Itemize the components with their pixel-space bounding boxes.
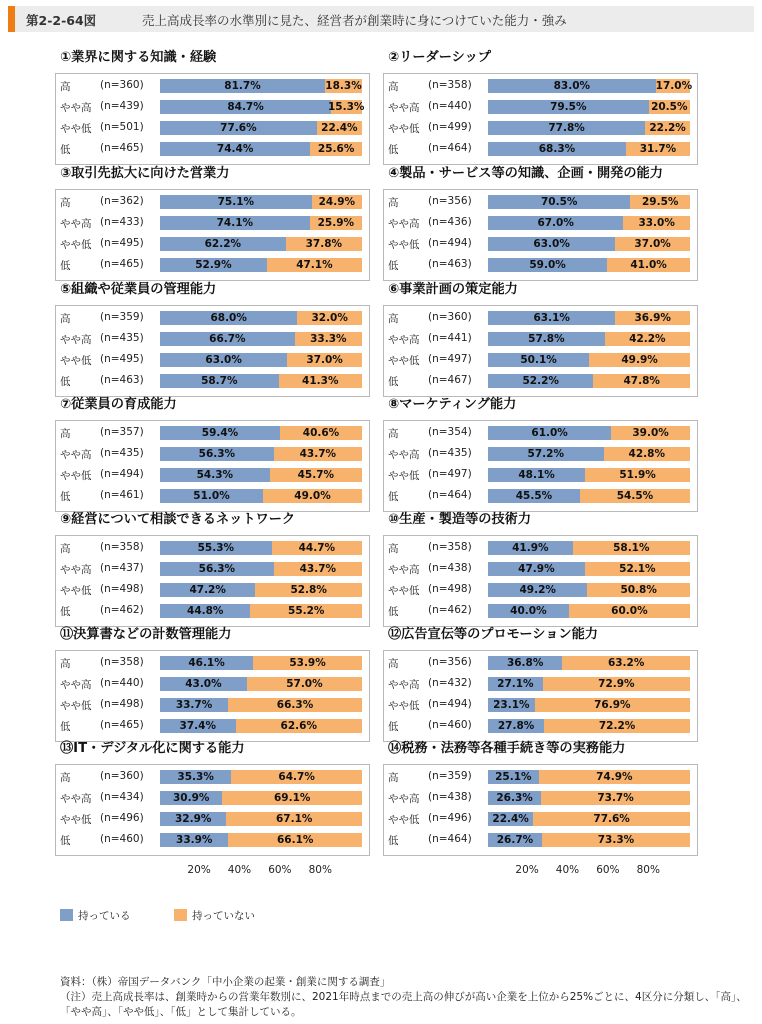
data-label: 47.1% (296, 259, 333, 271)
data-label: 72.9% (598, 678, 635, 690)
data-label: 68.3% (538, 143, 576, 155)
sample-size-label: (n=461) (100, 489, 144, 501)
sample-size-label: (n=499) (428, 121, 472, 133)
data-label: 49.9% (621, 354, 658, 366)
sample-size-label: (n=465) (100, 719, 144, 731)
data-label: 47.9% (518, 563, 555, 575)
figure-header (8, 6, 754, 32)
row-label: 高 (60, 658, 71, 670)
data-label: 69.1% (273, 792, 311, 804)
chart-title: ⑫広告宣伝等のプロモーション能力 (388, 627, 598, 642)
data-label: 59.4% (201, 427, 239, 439)
data-label: 77.6% (593, 813, 630, 825)
row-label: やや高 (60, 449, 92, 461)
sample-size-label: (n=356) (428, 656, 472, 668)
sample-size-label: (n=360) (100, 770, 144, 782)
data-label: 37.8% (305, 238, 343, 250)
sample-size-label: (n=357) (100, 426, 144, 438)
data-label: 25.1% (495, 771, 532, 783)
row-label: 高 (60, 197, 71, 209)
row-label: 低 (388, 491, 399, 503)
chart-title: ⑥事業計画の策定能力 (388, 282, 518, 297)
data-label: 22.2% (649, 122, 686, 134)
row-label: 高 (388, 658, 399, 670)
row-label: やや高 (60, 102, 92, 114)
data-label: 40.6% (302, 427, 340, 439)
data-label: 35.3% (177, 771, 214, 783)
sample-size-label: (n=433) (100, 216, 144, 228)
sample-size-label: (n=494) (100, 468, 144, 480)
chart-title: ⑬IT・デジタル化に関する能力 (60, 741, 245, 756)
sample-size-label: (n=435) (100, 332, 144, 344)
data-label: 22.4% (321, 122, 358, 134)
sample-size-label: (n=440) (100, 677, 144, 689)
data-label: 54.3% (196, 469, 234, 481)
data-label: 83.0% (553, 80, 591, 92)
data-label: 58.7% (201, 375, 238, 387)
row-label: 高 (388, 313, 399, 325)
data-label: 56.3% (198, 448, 236, 460)
chart-title: ⑭税務・法務等各種手続き等の実務能力 (388, 741, 626, 756)
sample-size-label: (n=440) (428, 100, 472, 112)
row-label: やや高 (60, 793, 92, 805)
row-label: 低 (388, 144, 399, 156)
chart-title: ②リーダーシップ (388, 50, 491, 65)
data-label: 74.9% (596, 771, 633, 783)
data-label: 62.2% (204, 238, 242, 250)
sample-size-label: (n=438) (428, 562, 472, 574)
data-label: 27.8% (497, 720, 535, 732)
data-label: 45.7% (297, 469, 335, 481)
sample-size-label: (n=441) (428, 332, 472, 344)
data-label: 33.3% (310, 333, 347, 345)
sample-size-label: (n=467) (428, 374, 472, 386)
data-label: 56.3% (198, 563, 236, 575)
sample-size-label: (n=436) (428, 216, 472, 228)
chart-panel (60, 278, 375, 390)
data-label: 49.0% (294, 490, 331, 502)
sample-size-label: (n=498) (428, 583, 472, 595)
data-label: 37.0% (306, 354, 343, 366)
data-label: 60.0% (611, 605, 648, 617)
chart-title: ⑨経営について相談できるネットワーク (60, 512, 296, 527)
sample-size-label: (n=463) (428, 258, 472, 270)
data-label: 30.9% (172, 792, 210, 804)
row-label: 低 (60, 376, 71, 388)
chart-panel (388, 162, 703, 274)
data-label: 61.0% (531, 427, 568, 439)
data-label: 47.8% (623, 375, 660, 387)
data-label: 43.0% (185, 678, 222, 690)
data-label: 66.7% (209, 333, 246, 345)
row-label: 高 (388, 197, 399, 209)
row-label: やや高 (388, 564, 420, 576)
data-label: 74.4% (216, 143, 254, 155)
data-label: 41.3% (302, 375, 339, 387)
data-label: 63.1% (533, 312, 570, 324)
data-label: 20.5% (651, 101, 688, 113)
row-label: やや低 (388, 814, 420, 826)
data-label: 73.7% (597, 792, 634, 804)
row-label: やや高 (388, 793, 420, 805)
row-label: 高 (388, 428, 399, 440)
data-label: 77.6% (220, 122, 257, 134)
legend-swatch-have (60, 909, 73, 921)
sample-size-label: (n=358) (100, 541, 144, 553)
data-label: 64.7% (278, 771, 315, 783)
data-label: 50.1% (520, 354, 557, 366)
row-label: 高 (60, 428, 71, 440)
data-label: 73.3% (597, 834, 635, 846)
sample-size-label: (n=498) (100, 583, 144, 595)
row-label: やや低 (388, 239, 420, 251)
data-label: 54.5% (616, 490, 654, 502)
legend-label-not: 持っていない (192, 910, 255, 922)
source-notes (60, 975, 750, 1020)
data-label: 67.1% (276, 813, 313, 825)
sample-size-label: (n=358) (428, 541, 472, 553)
sample-size-label: (n=435) (100, 447, 144, 459)
data-label: 84.7% (227, 101, 264, 113)
data-label: 32.0% (311, 312, 348, 324)
sample-size-label: (n=465) (100, 142, 144, 154)
data-label: 63.2% (607, 657, 645, 669)
sample-size-label: (n=495) (100, 353, 144, 365)
row-label: やや低 (60, 123, 92, 135)
chart-panel (388, 508, 703, 620)
data-label: 72.2% (598, 720, 636, 732)
data-label: 75.1% (217, 196, 255, 208)
data-label: 57.0% (286, 678, 323, 690)
row-label: やや低 (388, 355, 420, 367)
chart-panel (388, 393, 703, 505)
source-text: 資料：（株）帝国データバンク「中小企業の起業・創業に関する調査」 (60, 976, 391, 988)
data-label: 68.0% (210, 312, 247, 324)
data-label: 66.1% (277, 834, 314, 846)
legend-label-have: 持っている (78, 910, 131, 922)
data-label: 39.0% (632, 427, 669, 439)
sample-size-label: (n=497) (428, 468, 472, 480)
chart-title: ①業界に関する知識・経験 (60, 50, 217, 65)
sample-size-label: (n=360) (428, 311, 472, 323)
data-label: 70.5% (540, 196, 578, 208)
sample-size-label: (n=354) (428, 426, 472, 438)
data-label: 47.2% (189, 584, 226, 596)
data-label: 66.3% (276, 699, 314, 711)
data-label: 37.0% (634, 238, 671, 250)
row-label: 低 (60, 835, 71, 847)
x-tick-label: 40% (555, 864, 580, 876)
row-label: やや低 (388, 123, 420, 135)
data-label: 33.7% (175, 699, 213, 711)
data-label: 57.2% (527, 448, 564, 460)
chart-panel (60, 508, 375, 620)
chart-panel (60, 46, 375, 158)
row-label: 低 (60, 606, 71, 618)
x-tick-label: 80% (308, 864, 332, 876)
sample-size-label: (n=465) (100, 258, 144, 270)
data-label: 36.9% (634, 312, 671, 324)
x-tick-label: 40% (227, 864, 252, 876)
header-accent-bar (8, 6, 15, 32)
data-label: 25.6% (317, 143, 355, 155)
sample-size-label: (n=501) (100, 121, 144, 133)
data-label: 25.9% (317, 217, 355, 229)
data-label: 79.5% (550, 101, 587, 113)
data-label: 63.0% (533, 238, 570, 250)
row-label: やや高 (60, 334, 92, 346)
sample-size-label: (n=496) (428, 812, 472, 824)
sample-size-label: (n=362) (100, 195, 144, 207)
data-label: 32.9% (175, 813, 212, 825)
data-label: 45.5% (515, 490, 553, 502)
data-label: 24.9% (318, 196, 356, 208)
sample-size-label: (n=460) (428, 719, 472, 731)
row-label: 高 (60, 81, 71, 93)
chart-title: ⑦従業員の育成能力 (60, 397, 177, 412)
chart-title: ⑩生産・製造等の技術力 (388, 512, 532, 527)
data-label: 58.1% (613, 542, 650, 554)
sample-size-label: (n=437) (100, 562, 144, 574)
row-label: 低 (388, 835, 399, 847)
sample-size-label: (n=434) (100, 791, 144, 803)
x-tick-label: 80% (636, 864, 660, 876)
row-label: やや低 (60, 585, 92, 597)
sample-size-label: (n=494) (428, 698, 472, 710)
data-label: 33.0% (638, 217, 675, 229)
data-label: 27.1% (497, 678, 534, 690)
data-label: 18.3% (325, 80, 362, 92)
data-label: 36.8% (506, 657, 544, 669)
row-label: 高 (60, 313, 71, 325)
row-label: やや低 (60, 470, 92, 482)
note-text: （注）売上高成長率は、創業時からの営業年数別に、2021年時点までの売上高の伸びが高い企業を上位から25%ごとに、4区分に分類し、「高」、「やや高」、「やや低」、「低」として集計している。 (60, 991, 747, 1018)
data-label: 50.8% (620, 584, 657, 596)
chart-panel (60, 393, 375, 505)
figure-title: 売上高成長率の水準別に見た、経営者が創業時に身につけていた能力・強み (142, 13, 567, 28)
x-tick-label: 20% (515, 864, 539, 876)
data-label: 57.8% (528, 333, 565, 345)
sample-size-label: (n=463) (100, 374, 144, 386)
chart-title: ③取引先拡大に向けた営業力 (60, 166, 230, 181)
data-label: 43.7% (299, 563, 337, 575)
sample-size-label: (n=359) (428, 770, 472, 782)
row-label: 高 (388, 81, 399, 93)
sample-size-label: (n=438) (428, 791, 472, 803)
row-label: やや低 (388, 470, 420, 482)
sample-size-label: (n=462) (100, 604, 144, 616)
chart-panel (60, 623, 375, 735)
row-label: やや低 (388, 585, 420, 597)
sample-size-label: (n=439) (100, 100, 144, 112)
row-label: やや高 (388, 449, 420, 461)
data-label: 48.1% (518, 469, 555, 481)
data-label: 55.3% (197, 542, 235, 554)
sample-size-label: (n=360) (100, 79, 144, 91)
chart-panel (388, 737, 703, 876)
row-label: 低 (60, 144, 71, 156)
row-label: やや高 (388, 334, 420, 346)
data-label: 37.4% (179, 720, 216, 732)
row-label: やや低 (388, 700, 420, 712)
legend-swatch-not (174, 909, 187, 921)
row-label: 低 (60, 260, 71, 272)
x-tick-label: 20% (187, 864, 211, 876)
data-label: 26.7% (496, 834, 534, 846)
data-label: 53.9% (289, 657, 326, 669)
data-label: 63.0% (205, 354, 242, 366)
data-label: 62.6% (280, 720, 317, 732)
data-label: 46.1% (188, 657, 225, 669)
row-label: 高 (60, 543, 71, 555)
row-label: 高 (388, 772, 399, 784)
row-label: やや低 (60, 355, 92, 367)
chart-panel (388, 278, 703, 390)
sample-size-label: (n=464) (428, 489, 472, 501)
sample-size-label: (n=432) (428, 677, 472, 689)
data-label: 59.0% (529, 259, 566, 271)
row-label: 低 (388, 260, 399, 272)
data-label: 49.2% (519, 584, 556, 596)
row-label: やや高 (60, 679, 92, 691)
row-label: 低 (388, 606, 399, 618)
data-label: 67.0% (537, 217, 574, 229)
row-label: やや低 (60, 239, 92, 251)
data-label: 15.3% (328, 101, 365, 113)
sample-size-label: (n=462) (428, 604, 472, 616)
data-label: 41.9% (512, 542, 549, 554)
row-label: やや高 (388, 102, 420, 114)
sample-size-label: (n=359) (100, 311, 144, 323)
row-label: 低 (388, 376, 399, 388)
chart-title: ⑧マーケティング能力 (388, 397, 517, 412)
data-label: 42.8% (628, 448, 665, 460)
data-label: 23.1% (493, 699, 530, 711)
row-label: やや高 (60, 218, 92, 230)
chart-panel (60, 162, 375, 274)
row-label: 低 (388, 721, 399, 733)
sample-size-label: (n=494) (428, 237, 472, 249)
data-label: 52.2% (522, 375, 559, 387)
data-label: 76.9% (594, 699, 631, 711)
data-label: 22.4% (492, 813, 529, 825)
data-label: 74.1% (216, 217, 254, 229)
data-label: 81.7% (224, 80, 261, 92)
row-label: やや高 (388, 679, 420, 691)
data-label: 51.0% (193, 490, 230, 502)
data-label: 41.0% (630, 259, 667, 271)
row-label: 低 (60, 491, 71, 503)
data-label: 77.8% (548, 122, 585, 134)
sample-size-label: (n=358) (428, 79, 472, 91)
chart-panel (60, 737, 375, 876)
sample-size-label: (n=464) (428, 142, 472, 154)
data-label: 31.7% (639, 143, 677, 155)
sample-size-label: (n=497) (428, 353, 472, 365)
data-label: 44.7% (298, 542, 336, 554)
row-label: やや低 (60, 814, 92, 826)
data-label: 33.9% (176, 834, 213, 846)
row-label: 低 (60, 721, 71, 733)
data-label: 52.1% (619, 563, 656, 575)
sample-size-label: (n=464) (428, 833, 472, 845)
row-label: 高 (60, 772, 71, 784)
chart-panel (388, 46, 703, 158)
sample-size-label: (n=496) (100, 812, 144, 824)
row-label: 高 (388, 543, 399, 555)
data-label: 26.3% (496, 792, 533, 804)
chart-title: ⑤組織や従業員の管理能力 (60, 282, 217, 297)
data-label: 42.2% (629, 333, 666, 345)
data-label: 44.8% (187, 605, 224, 617)
sample-size-label: (n=495) (100, 237, 144, 249)
sample-size-label: (n=435) (428, 447, 472, 459)
chart-title: ⑪決算書などの計数管理能力 (60, 627, 232, 642)
data-label: 51.9% (619, 469, 656, 481)
sample-size-label: (n=460) (100, 833, 144, 845)
data-label: 40.0% (510, 605, 547, 617)
chart-title: ④製品・サービス等の知識、企画・開発の能力 (388, 166, 663, 181)
data-label: 29.5% (641, 196, 679, 208)
row-label: やや高 (388, 218, 420, 230)
data-label: 43.7% (299, 448, 337, 460)
x-tick-label: 60% (596, 864, 620, 876)
data-label: 17.0% (655, 80, 693, 92)
x-tick-label: 60% (268, 864, 292, 876)
data-label: 52.9% (195, 259, 232, 271)
data-label: 55.2% (288, 605, 325, 617)
sample-size-label: (n=356) (428, 195, 472, 207)
sample-size-label: (n=498) (100, 698, 144, 710)
row-label: やや高 (60, 564, 92, 576)
data-label: 52.8% (290, 584, 327, 596)
figure-number: 第2-2-64図 (26, 13, 97, 28)
chart-panel (388, 623, 703, 735)
sample-size-label: (n=358) (100, 656, 144, 668)
row-label: やや低 (60, 700, 92, 712)
